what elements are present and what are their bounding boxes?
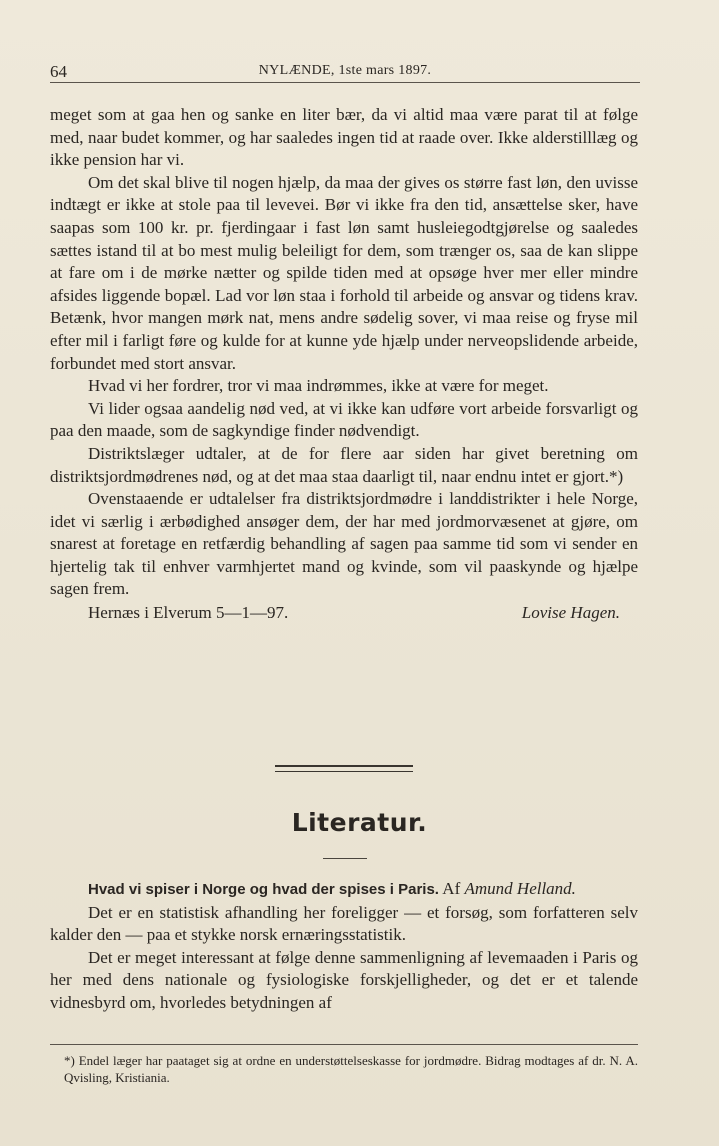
place-date: Hernæs i Elverum 5—1—97.: [88, 603, 289, 623]
author-prefix: Af: [442, 879, 461, 898]
book-title: Hvad vi spiser i Norge og hvad der spises i Paris.: [88, 881, 439, 898]
article-paragraph: Vi lider ogsaa aandelig nød ved, at vi ikke kan udføre vort arbeide forsvarligt og paa den maade, som de sagkyndige finder nødvendigt.: [50, 398, 638, 441]
footnote-rule: [50, 1044, 638, 1045]
signature-line: [50, 602, 638, 625]
heading-rule: [323, 858, 367, 859]
page-number: 64: [50, 62, 67, 81]
review-title-line: [50, 878, 638, 902]
review-paragraph: Det er meget interessant at følge denne sammenligning af levemaaden i Paris og her med dens nationale og fysiologiske forskjelligheder, og det er et talende vidnesbyrd om, hvorledes betydningen af: [50, 947, 638, 1012]
running-title: NYLÆNDE, 1ste mars 1897.: [258, 63, 432, 78]
article-paragraph: Distriktslæger udtaler, at de for flere aar siden har givet beretning om distriktsjordmødrenes nød, og at det maa staa daarligt til, naar endnu intet er gjort.*): [50, 443, 638, 486]
review-paragraph: Det er en statistisk afhandling her foreligger — et forsøg, som forfatteren selv kalder den — paa et stykke norsk ernæringsstatistik.: [50, 902, 638, 945]
article-body: [50, 104, 638, 625]
book-author: Amund Helland.: [464, 879, 576, 898]
article-paragraph: Hvad vi her fordrer, tror vi maa indrømmes, ikke at være for meget.: [88, 376, 549, 396]
literature-review: [50, 878, 638, 1015]
section-heading: Literatur.: [291, 808, 428, 837]
article-paragraph: meget som at gaa hen og sanke en liter bær, da vi altid maa være parat til at følge med, naar budet kommer, og har saaledes ingen tid at raade over. Ikke alderstilllæg og ikke pension har vi.: [50, 105, 638, 170]
article-paragraph: Ovenstaaende er udtalelser fra distriktsjordmødre i landdistrikter i hele Norge, idet vi særlig i ærbødighed ansøger dem, der har med jordmorvæsenet at gjøre, om snarest at foretage en retfærdig behandling af sagen paa samme tid som vi sender en hjertelig tak til enhver varmhjertet mand og kvinde, som vil paaskynde og hjælpe sagen frem.: [50, 489, 638, 599]
signature: Lovise Hagen.: [521, 603, 620, 623]
section-divider: [275, 765, 413, 772]
article-paragraph: Om det skal blive til nogen hjælp, da maa der gives os større fast løn, den uvisse indtægt er ikke at stole paa til levevei. Bør vi ikke fra den tid, ansættelse sker, have saapas som 100 kr. pr. fjerdingaar i fast løn samt husleiegodtgjørelse og saaledes sættes istand til at bo mest mulig beleiligt for dem, som trænger os, saa de kan slippe at fare om i de mørke nætter og spilde tiden med at opsøge hver mer eller mindre afsides liggende bopæl. Lad vor løn staa i forhold til arbeide og ansvar og tidens krav. Betænk, hvor mangen mørk nat, mens andre sødelig sover, vi maa reise og fryse mil efter mil i farligt føre og kulde for at kunne yde hjælp under nerveopslidende arbeide, forbundet med stort ansvar.: [50, 172, 638, 373]
header-rule: [50, 82, 640, 83]
footnote: *) Endel læger har paataget sig at ordne en understøttelseskasse for jordmødre. Bidrag modtages af dr. N. A. Qvisling, Kristiania.: [64, 1053, 638, 1085]
